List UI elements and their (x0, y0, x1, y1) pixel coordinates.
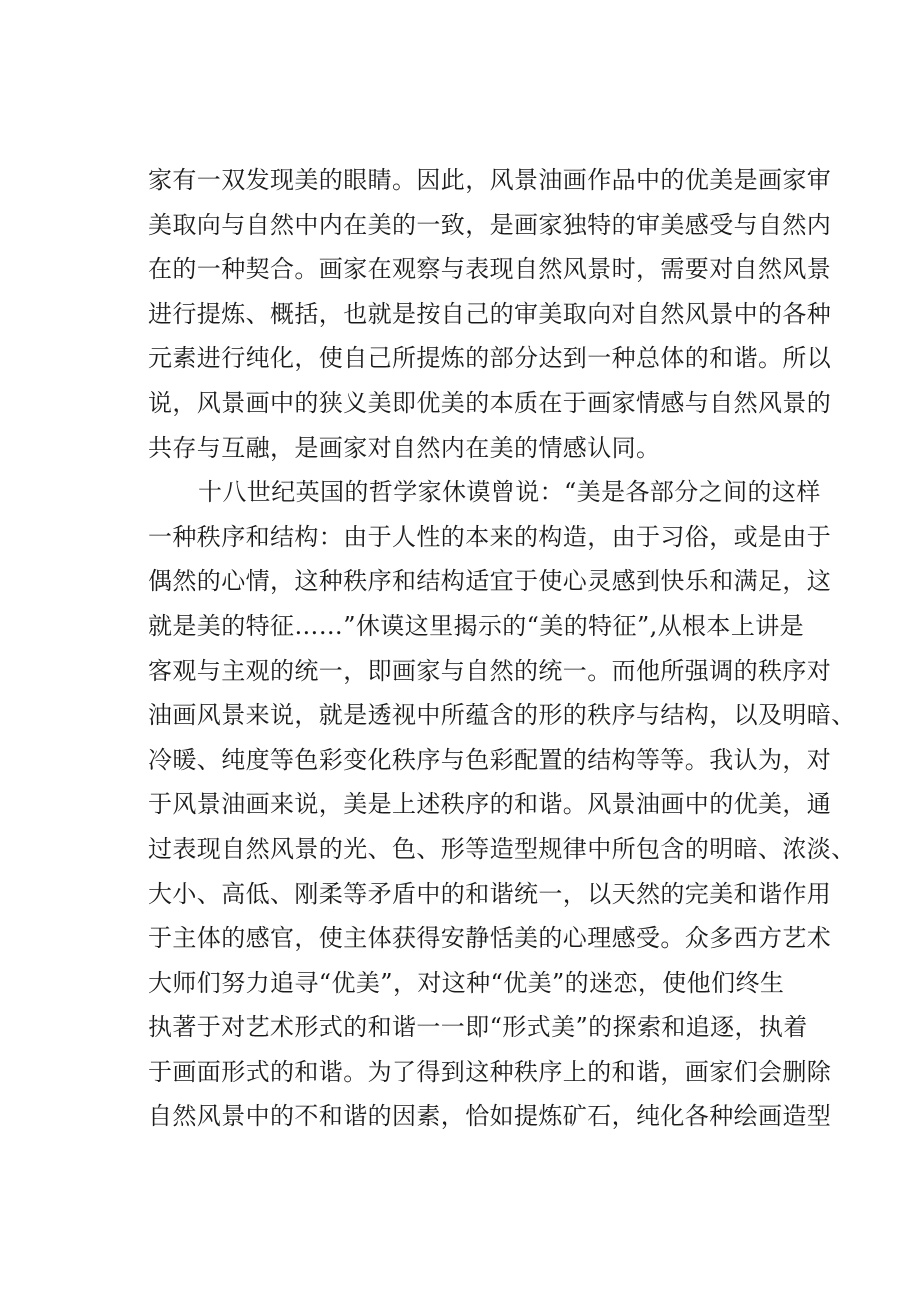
text-line: 冷暖、纯度等色彩变化秩序与色彩配置的结构等等。我认为，对 (148, 745, 832, 774)
text-line: 一种秩序和结构：由于人性的本来的构造，由于习俗，或是由于 (148, 522, 832, 551)
text-line: 客观与主观的统一，即画家与自然的统一。而他所强调的秩序对 (148, 656, 832, 685)
text-line: 共存与互融，是画家对自然内在美的情感认同。 (148, 433, 661, 462)
text-line: 偶然的心情，这种秩序和结构适宜于使心灵感到快乐和满足，这 (148, 567, 832, 596)
text-line: 元素进行纯化，使自己所提炼的部分达到一种总体的和谐。所以 (148, 344, 832, 373)
text-line: 自然风景中的不和谐的因素，恰如提炼矿石，纯化各种绘画造型 (148, 1102, 832, 1131)
text-line: 执著于对艺术形式的和谐一一即“形式美”的探索和追逐，执着 (148, 1013, 808, 1042)
text-line: 在的一种契合。画家在观察与表现自然风景时，需要对自然风景 (148, 255, 832, 284)
text-line: 于风景油画来说，美是上述秩序的和谐。风景油画中的优美，通 (148, 790, 832, 819)
text-line: 大师们努力追寻“优美”，对这种“优美”的迷恋，使他们终生 (148, 968, 785, 997)
text-line: 就是美的特征……”休谟这里揭示的“美的特征”,从根本上讲是 (148, 611, 805, 640)
text-line: 油画风景来说，就是透视中所蕴含的形的秩序与结构，以及明暗、 (148, 701, 856, 730)
text-line: 进行提炼、概括，也就是按自己的审美取向对自然风景中的各种 (148, 299, 832, 328)
text-line: 于主体的感官，使主体获得安静恬美的心理感受。众多西方艺术 (148, 924, 832, 953)
text-line: 于画面形式的和谐。为了得到这种秩序上的和谐，画家们会删除 (148, 1057, 832, 1086)
text-line: 说，风景画中的狭义美即优美的本质在于画家情感与自然风景的 (148, 388, 832, 417)
body-text (148, 158, 856, 1139)
paragraph-first-line: 十八世纪英国的哲学家休谟曾说：“美是各部分之间的这样 (198, 478, 821, 507)
text-line: 大小、高低、刚柔等矛盾中的和谐统一，以天然的完美和谐作用 (148, 879, 832, 908)
text-line: 过表现自然风景的光、色、形等造型规律中所包含的明暗、浓淡、 (148, 834, 856, 863)
text-line: 家有一双发现美的眼睛。因此，风景油画作品中的优美是画家审 (148, 166, 832, 194)
text-line: 美取向与自然中内在美的一致，是画家独特的审美感受与自然内 (148, 210, 832, 239)
